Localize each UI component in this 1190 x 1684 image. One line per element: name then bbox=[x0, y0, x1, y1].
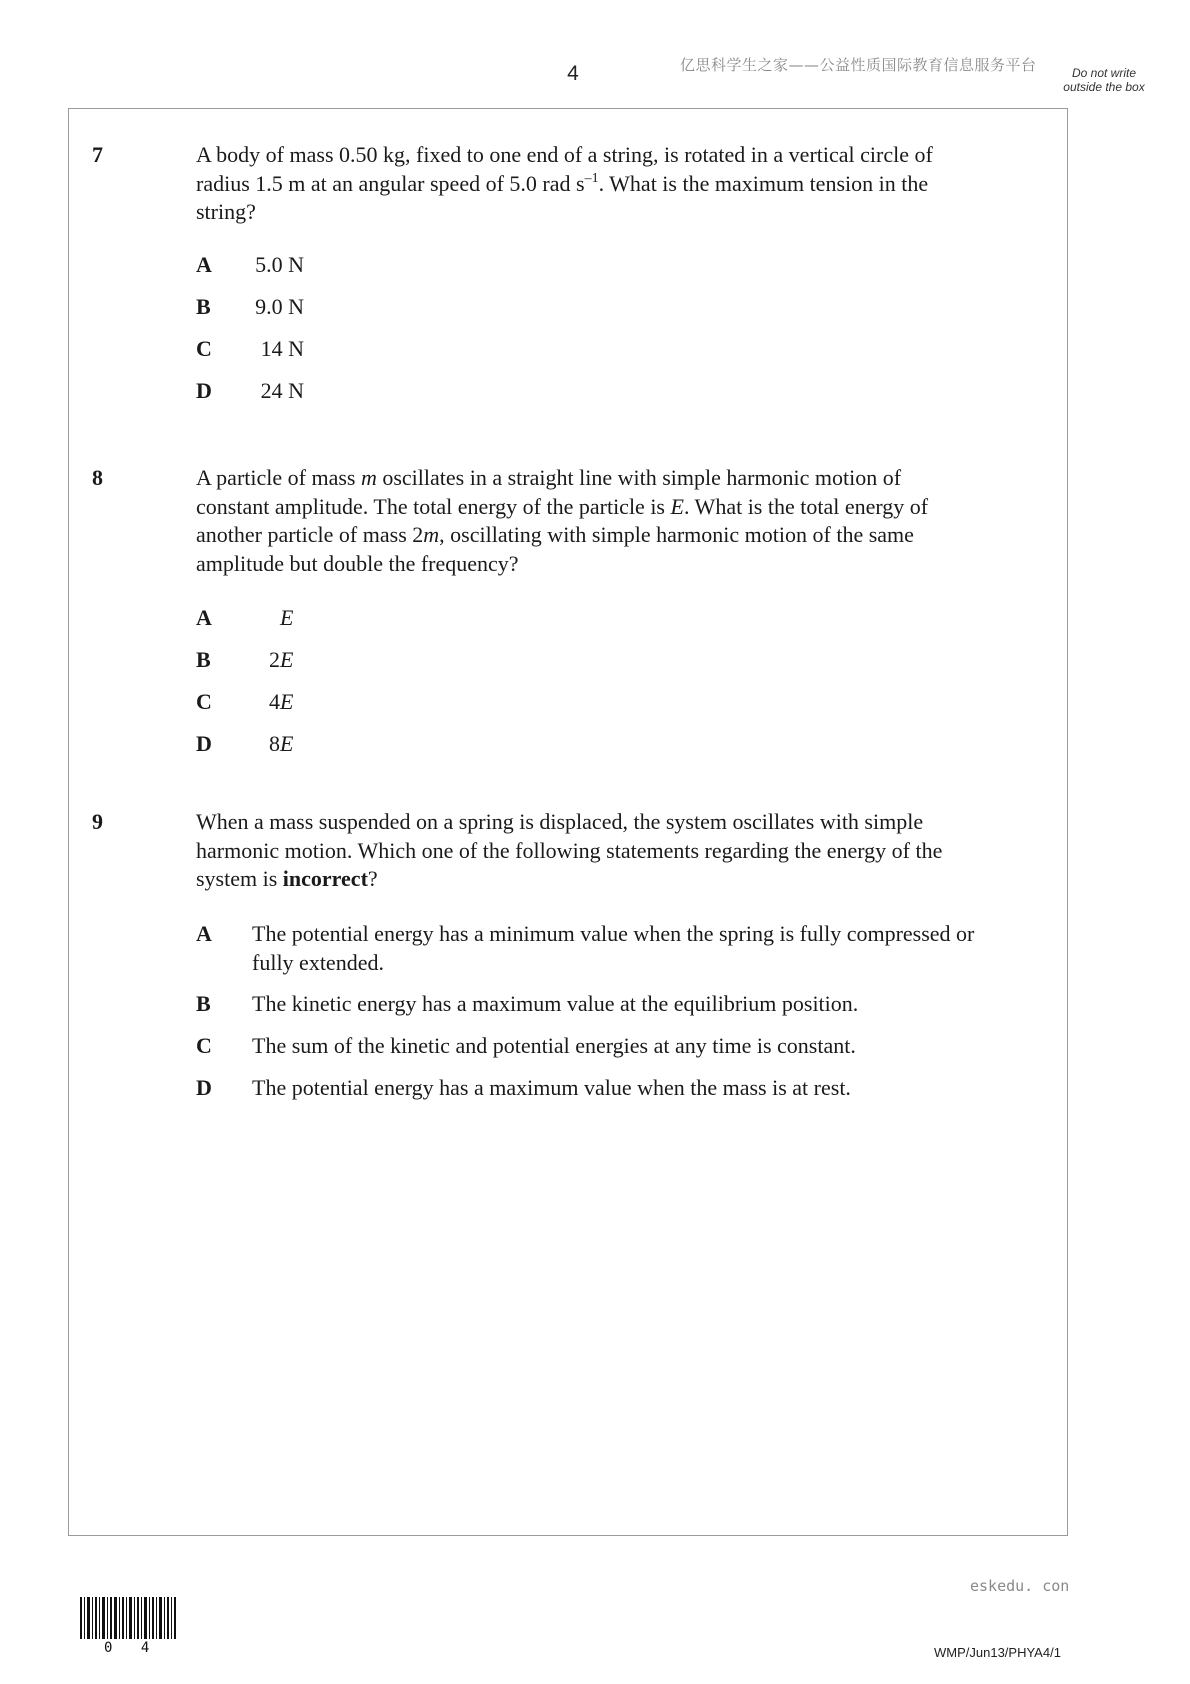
text-fragment: radius 1.5 m at an angular speed of 5.0 rad s bbox=[196, 170, 585, 196]
option-value bbox=[252, 730, 1072, 759]
option-letter: B bbox=[196, 991, 211, 1016]
option-coefficient: 8 bbox=[269, 731, 280, 756]
page-number: 4 bbox=[567, 62, 579, 85]
option-value bbox=[252, 688, 1072, 717]
question-text bbox=[196, 141, 1056, 227]
barcode-icon bbox=[80, 1597, 176, 1639]
option-letter: A bbox=[196, 605, 212, 630]
question-text bbox=[196, 464, 1056, 578]
text-fragment: . What is the maximum tension in the bbox=[598, 170, 929, 196]
question-text-line bbox=[196, 521, 1056, 550]
text-fragment: constant amplitude. The total energy of the particle is bbox=[196, 493, 671, 519]
question-text-line: A body of mass 0.50 kg, fixed to one end of a string, is rotated in a vertical circle of bbox=[196, 142, 933, 167]
variable-e: E bbox=[280, 605, 294, 630]
variable-e: E bbox=[280, 689, 294, 714]
option-letter: A bbox=[196, 252, 212, 277]
question-text-line: When a mass suspended on a spring is displaced, the system oscillates with simple bbox=[196, 809, 924, 834]
question-text-line: amplitude but double the frequency? bbox=[196, 550, 519, 576]
question-number: 8 bbox=[92, 465, 103, 490]
text-fragment: oscillates in a straight line with simple harmonic motion of bbox=[376, 465, 902, 490]
option-coefficient: 2 bbox=[269, 647, 280, 672]
option-letter: D bbox=[196, 1075, 212, 1100]
option-value bbox=[252, 335, 1072, 364]
margin-note: Do not write outside the box bbox=[1063, 66, 1145, 94]
option-value bbox=[252, 293, 1072, 322]
question-text-line bbox=[196, 865, 1056, 894]
text-fragment: ? bbox=[367, 866, 378, 891]
option-text bbox=[252, 920, 1072, 977]
text-fragment: A particle of mass bbox=[196, 465, 361, 490]
text-fragment: another particle of mass 2 bbox=[196, 522, 424, 547]
option-letter: B bbox=[196, 647, 211, 672]
variable-e: E bbox=[670, 493, 684, 519]
option-letter: C bbox=[196, 689, 212, 714]
option-number: 9.0 N bbox=[255, 294, 304, 319]
variable-m: m bbox=[423, 522, 440, 547]
paper-code: WMP/Jun13/PHYA4/1 bbox=[934, 1645, 1061, 1660]
option-letter: D bbox=[196, 378, 212, 403]
header-watermark: 亿思科学生之家——公益性质国际教育信息服务平台 bbox=[680, 56, 1037, 74]
question-text bbox=[196, 808, 1056, 894]
variable-e: E bbox=[280, 731, 294, 756]
option-letter: B bbox=[196, 294, 211, 319]
option-text: The sum of the kinetic and potential energies at any time is constant. bbox=[252, 1033, 856, 1058]
option-value bbox=[252, 646, 1072, 675]
text-fragment: , oscillating with simple harmonic motion of the same bbox=[439, 522, 914, 547]
option-text-line: The potential energy has a minimum value when the spring is fully compressed or bbox=[252, 921, 975, 946]
option-number: 24 N bbox=[260, 378, 304, 403]
option-letter: C bbox=[196, 1033, 212, 1058]
variable-m: m bbox=[360, 465, 377, 490]
text-fragment: system is bbox=[196, 866, 283, 891]
option-letter: C bbox=[196, 336, 212, 361]
option-text-line: fully extended. bbox=[252, 949, 384, 975]
text-fragment: . What is the total energy of bbox=[683, 493, 929, 519]
option-value bbox=[252, 604, 1072, 633]
option-value bbox=[252, 251, 1072, 280]
emphasis-bold: incorrect bbox=[282, 866, 368, 891]
question-number: 9 bbox=[92, 809, 103, 834]
option-number: 5.0 N bbox=[255, 252, 304, 277]
option-value bbox=[252, 377, 1072, 406]
question-text-line bbox=[196, 464, 1056, 493]
option-coefficient: 4 bbox=[269, 689, 280, 714]
superscript: –1 bbox=[584, 170, 599, 186]
variable-e: E bbox=[280, 647, 294, 672]
footer-watermark: eskedu. con bbox=[970, 1577, 1070, 1595]
option-letter: A bbox=[196, 921, 212, 946]
barcode-digits: 0 4 bbox=[104, 1640, 160, 1656]
option-text: The kinetic energy has a maximum value at the equilibrium position. bbox=[252, 991, 859, 1016]
question-text-line: string? bbox=[196, 199, 256, 224]
question-text-line bbox=[196, 170, 1056, 199]
question-text-line: harmonic motion. Which one of the following statements regarding the energy of the bbox=[196, 837, 943, 863]
option-letter: D bbox=[196, 731, 212, 756]
option-text: The potential energy has a maximum value when the mass is at rest. bbox=[252, 1075, 851, 1100]
question-number: 7 bbox=[92, 142, 103, 167]
question-text-line bbox=[196, 493, 1056, 522]
option-number: 14 N bbox=[260, 336, 304, 361]
